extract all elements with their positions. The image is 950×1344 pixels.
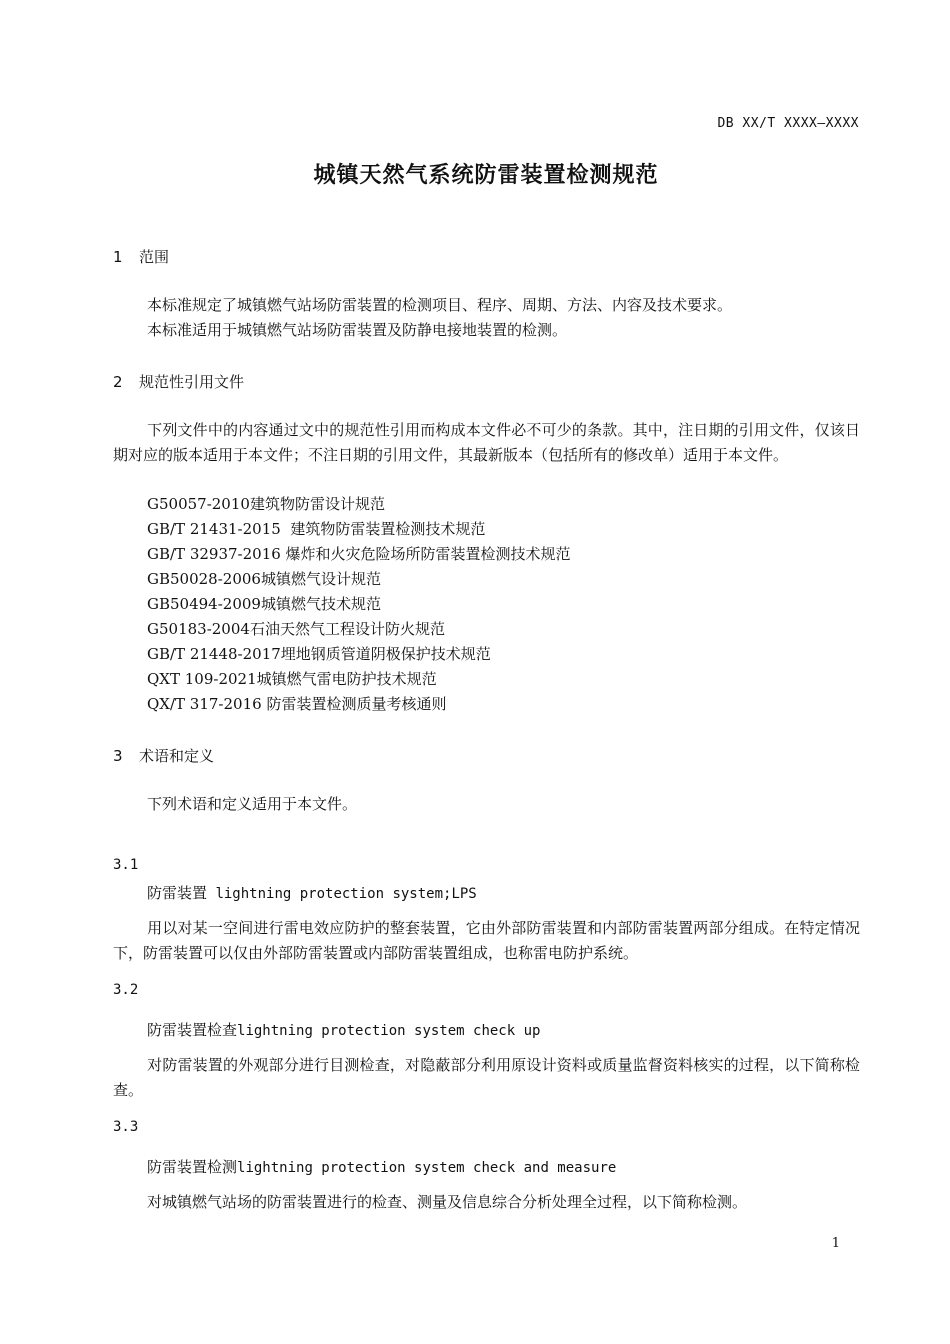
paragraph: [113, 418, 860, 468]
reference-item: GB/T 32937-2016 爆炸和火灾危险场所防雷装置检测技术规范: [147, 545, 571, 563]
term-definition: [113, 1053, 860, 1103]
document-title: 城镇天然气系统防雷装置检测规范: [313, 163, 659, 188]
paragraph-text: 下列文件中的内容通过文中的规范性引用而构成本文件必不可少的条款。其中，注日期的引用文件，仅该日期对应的版本适用于本文件；不注日期的引用文件，其最新版本（包括所有的修改单）适用于本文件。: [113, 421, 860, 464]
standard-code: DB XX/T XXXX—XXXX: [717, 116, 859, 131]
reference-item: G50057-2010建筑物防雷设计规范: [147, 495, 385, 513]
term-en: lightning protection system check up: [237, 1023, 541, 1039]
reference-item: QX/T 317-2016 防雷装置检测质量考核通则: [147, 695, 447, 713]
term-zh: 防雷装置: [147, 884, 208, 902]
term-en: lightning protection system check and measure: [237, 1160, 617, 1176]
definition-text: 对防雷装置的外观部分进行目测检查，对隐蔽部分利用原设计资料或质量监督资料核实的过程，以下简称检查。: [113, 1056, 860, 1099]
paragraph: 本标准规定了城镇燃气站场防雷装置的检测项目、程序、周期、方法、内容及技术要求。: [147, 296, 733, 314]
reference-item: GB50494-2009城镇燃气技术规范: [147, 595, 381, 613]
section-number: 1: [113, 248, 123, 266]
reference-item: GB/T 21431-2015 建筑物防雷装置检测技术规范: [147, 520, 486, 538]
section-title: 规范性引用文件: [139, 373, 245, 391]
section-title: 术语和定义: [139, 747, 215, 765]
section-2-heading: [113, 371, 244, 392]
section-number: 2: [113, 373, 123, 391]
term-definition: 对城镇燃气站场的防雷装置进行的检查、测量及信息综合分析处理全过程，以下简称检测。: [147, 1193, 748, 1211]
term-heading: [147, 1156, 616, 1177]
section-1-heading: [113, 246, 169, 267]
term-zh: 防雷装置检测: [147, 1158, 238, 1176]
paragraph: 本标准适用于城镇燃气站场防雷装置及防静电接地装置的检测。: [147, 321, 568, 339]
reference-item: GB50028-2006城镇燃气设计规范: [147, 570, 381, 588]
term-definition: [113, 916, 860, 966]
term-number: 3.2: [113, 982, 139, 998]
term-zh: 防雷装置检查: [147, 1021, 238, 1039]
section-title: 范围: [139, 248, 170, 266]
term-heading: [147, 882, 477, 903]
section-3-heading: [113, 745, 214, 766]
term-heading: [147, 1019, 540, 1040]
term-en: lightning protection system;LPS: [207, 886, 477, 902]
reference-item: GB/T 21448-2017埋地钢质管道阴极保护技术规范: [147, 645, 491, 663]
page-number: 1: [831, 1236, 840, 1251]
paragraph: 下列术语和定义适用于本文件。: [147, 795, 358, 813]
term-number: 3.1: [113, 857, 139, 873]
reference-item: QXT 109-2021城镇燃气雷电防护技术规范: [147, 670, 437, 688]
reference-item: G50183-2004石油天然气工程设计防火规范: [147, 620, 445, 638]
term-number: 3.3: [113, 1119, 139, 1135]
section-number: 3: [113, 747, 123, 765]
definition-text: 用以对某一空间进行雷电效应防护的整套装置，它由外部防雷装置和内部防雷装置两部分组成。在特定情况下，防雷装置可以仅由外部防雷装置或内部防雷装置组成，也称雷电防护系统。: [113, 919, 860, 962]
